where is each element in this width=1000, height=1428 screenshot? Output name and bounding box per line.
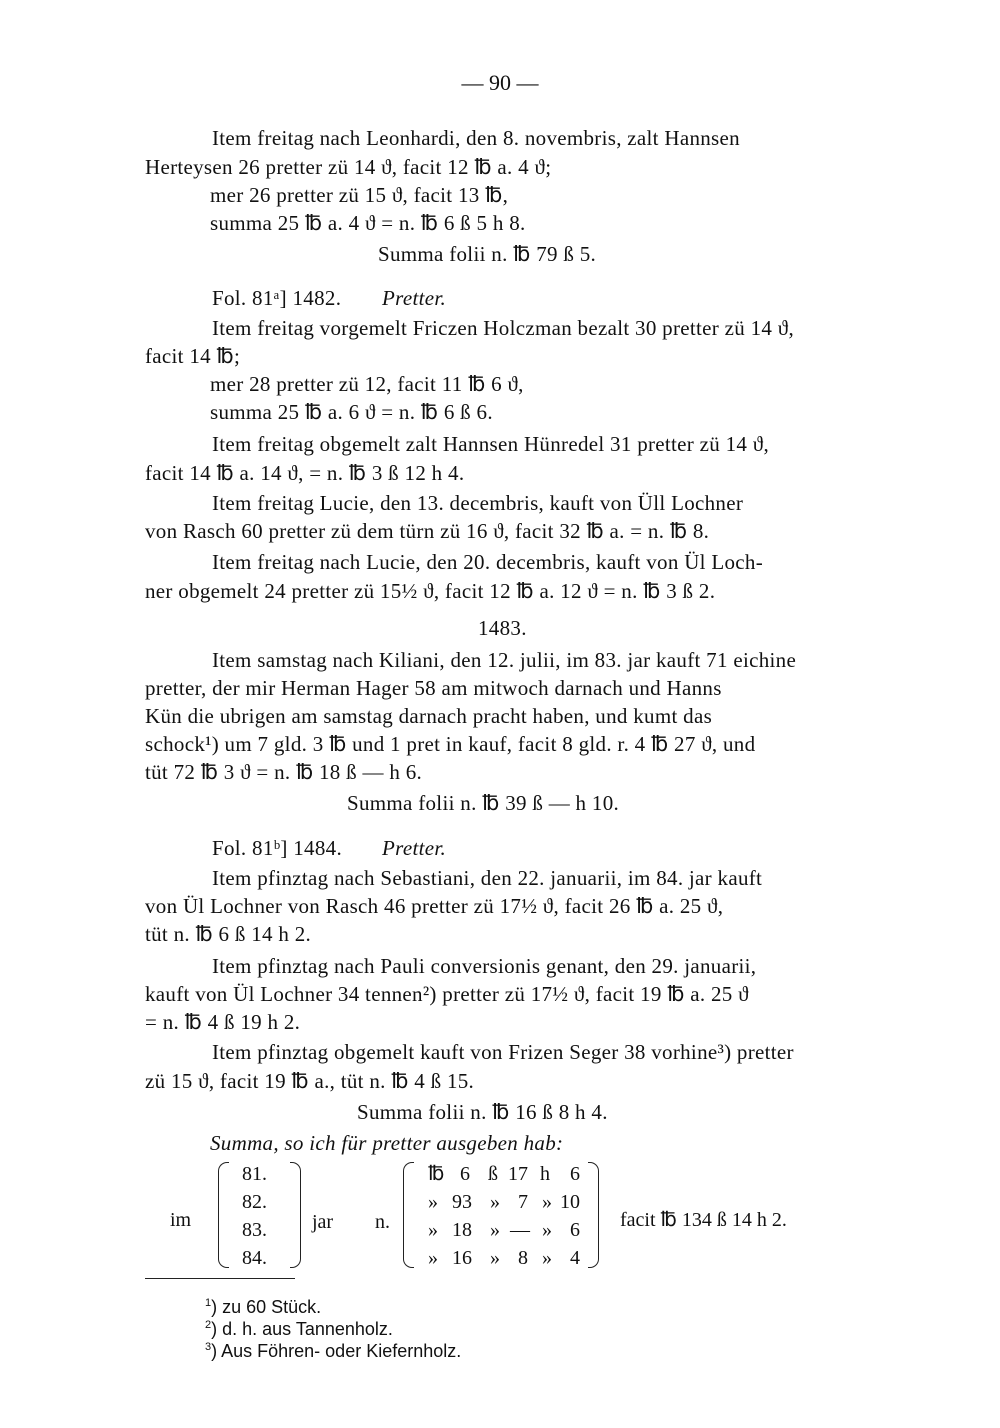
amount-cell: —: [510, 1219, 530, 1241]
amount-cell: 6: [570, 1163, 580, 1185]
amount-cell: ß: [488, 1163, 498, 1185]
footnote-text: ) zu 60 Stück.: [211, 1297, 322, 1317]
amount-cell: »: [490, 1247, 500, 1269]
amount-cell: 6: [570, 1219, 580, 1241]
text-line: facit 14 ℔ a. 14 ϑ, = n. ℔ 3 ß 12 h 4.: [145, 461, 465, 485]
jar-label: jar: [312, 1211, 334, 1233]
text-line: summa 25 ℔ a. 6 ϑ = n. ℔ 6 ß 6.: [210, 400, 493, 424]
footnote-rule: [145, 1278, 295, 1279]
left-brace: [218, 1162, 229, 1268]
footnote-text: ) Aus Föhren- oder Kiefernholz.: [211, 1341, 462, 1361]
text-line: pretter, der mir Herman Hager 58 am mitwoch darnach und Hanns: [145, 676, 722, 700]
amount-cell: »: [428, 1219, 438, 1241]
amount-cell: 8: [518, 1247, 528, 1269]
text-line: kauft von Ül Lochner 34 tennen²) pretter zü 17½ ϑ, facit 19 ℔ a. 25 ϑ: [145, 982, 749, 1006]
amount-cell: h: [540, 1163, 550, 1185]
amount-cell: »: [490, 1191, 500, 1213]
amount-cell: 10: [560, 1191, 580, 1213]
year-cell: 84.: [242, 1247, 267, 1269]
folio-sum: Summa folii n. ℔ 39 ß — h 10.: [347, 791, 620, 815]
folio-sum: Summa folii n. ℔ 16 ß 8 h 4.: [357, 1100, 608, 1124]
right-brace: [290, 1162, 301, 1268]
amount-cell: 17: [508, 1163, 528, 1185]
text-line: Item pfinztag nach Sebastiani, den 22. januarii, im 84. jar kauft: [212, 866, 763, 890]
section-title: Pretter.: [382, 836, 447, 860]
total-facit: facit ℔ 134 ß 14 h 2.: [620, 1209, 787, 1231]
text-line: Herteysen 26 pretter zü 14 ϑ, facit 12 ℔ a. 4 ϑ;: [145, 155, 552, 179]
text-line: tüt n. ℔ 6 ß 14 h 2.: [145, 922, 312, 946]
amount-cell: 16: [452, 1247, 472, 1269]
n-label: n.: [375, 1211, 390, 1233]
text-line: facit 14 ℔;: [145, 344, 241, 368]
text-line: Item samstag nach Kiliani, den 12. julii, im 83. jar kauft 71 eichine: [212, 648, 797, 672]
footnote-mark: 2: [205, 1319, 212, 1331]
year-cell: 82.: [242, 1191, 267, 1213]
summary-heading: Summa, so ich für pretter ausgeben hab:: [210, 1131, 564, 1155]
text-line: schock¹) um 7 gld. 3 ℔ und 1 pret in kauf, facit 8 gld. r. 4 ℔ 27 ϑ, und: [145, 732, 756, 756]
year-cell: 83.: [242, 1219, 267, 1241]
text-line: tüt 72 ℔ 3 ϑ = n. ℔ 18 ß — h 6.: [145, 760, 423, 784]
text-line: Item pfinztag nach Pauli conversionis genant, den 29. januarii,: [212, 954, 757, 978]
text-line: zü 15 ϑ, facit 19 ℔ a., tüt n. ℔ 4 ß 15.: [145, 1069, 475, 1093]
amount-cell: »: [542, 1219, 552, 1241]
footnote: [205, 1336, 461, 1362]
text-line: summa 25 ℔ a. 4 ϑ = n. ℔ 6 ß 5 h 8.: [210, 211, 526, 235]
text-line: von Ül Lochner von Rasch 46 pretter zü 17½ ϑ, facit 26 ℔ a. 25 ϑ,: [145, 894, 724, 918]
text-line: Item freitag obgemelt zalt Hannsen Hünredel 31 pretter zü 14 ϑ,: [212, 432, 770, 456]
folio-sum: Summa folii n. ℔ 79 ß 5.: [378, 242, 597, 266]
section-title: Pretter.: [382, 286, 447, 310]
right-brace: [588, 1162, 599, 1268]
amount-cell: 6: [460, 1163, 470, 1185]
footnote-text: ) d. h. aus Tannenholz.: [211, 1319, 393, 1339]
amount-cell: ℔: [428, 1163, 445, 1185]
text-line: mer 28 pretter zü 12, facit 11 ℔ 6 ϑ,: [210, 372, 524, 396]
amount-cell: 7: [518, 1191, 528, 1213]
text-line: ner obgemelt 24 pretter zü 15½ ϑ, facit 12 ℔ a. 12 ϑ = n. ℔ 3 ß 2.: [145, 579, 716, 603]
year-heading: 1483.: [478, 616, 527, 640]
folio-heading: Fol. 81ᵇ] 1484.: [212, 836, 343, 860]
text-line: mer 26 pretter zü 15 ϑ, facit 13 ℔,: [210, 183, 509, 207]
footnote-mark: 3: [205, 1341, 212, 1353]
page-number: — 90 —: [461, 70, 539, 95]
amount-cell: »: [542, 1191, 552, 1213]
amount-cell: 18: [452, 1219, 472, 1241]
amount-cell: »: [490, 1219, 500, 1241]
amount-cell: »: [542, 1247, 552, 1269]
left-brace: [403, 1162, 414, 1268]
text-line: von Rasch 60 pretter zü dem türn zü 16 ϑ, facit 32 ℔ a. = n. ℔ 8.: [145, 519, 710, 543]
text-line: Item pfinztag obgemelt kauft von Frizen Seger 38 vorhine³) pretter: [212, 1040, 794, 1064]
text-line: Kün die ubrigen am samstag darnach pracht haben, und kumt das: [145, 704, 713, 728]
year-cell: 81.: [242, 1163, 267, 1185]
amount-cell: »: [428, 1247, 438, 1269]
text-line: Item freitag nach Leonhardi, den 8. novembris, zalt Hannsen: [212, 126, 740, 150]
text-line: Item freitag Lucie, den 13. decembris, kauft von Üll Lochner: [212, 491, 744, 515]
text-line: = n. ℔ 4 ß 19 h 2.: [145, 1010, 301, 1034]
amount-cell: 93: [452, 1191, 472, 1213]
amount-cell: »: [428, 1191, 438, 1213]
amount-cell: 4: [570, 1247, 580, 1269]
text-line: Item freitag nach Lucie, den 20. decembris, kauft von Ül Loch-: [212, 550, 763, 574]
folio-heading: Fol. 81ᵃ] 1482.: [212, 286, 342, 310]
im-label: im: [170, 1209, 192, 1231]
text-line: Item freitag vorgemelt Friczen Holczman bezalt 30 pretter zü 14 ϑ,: [212, 316, 795, 340]
footnote-mark: 1: [205, 1297, 212, 1309]
